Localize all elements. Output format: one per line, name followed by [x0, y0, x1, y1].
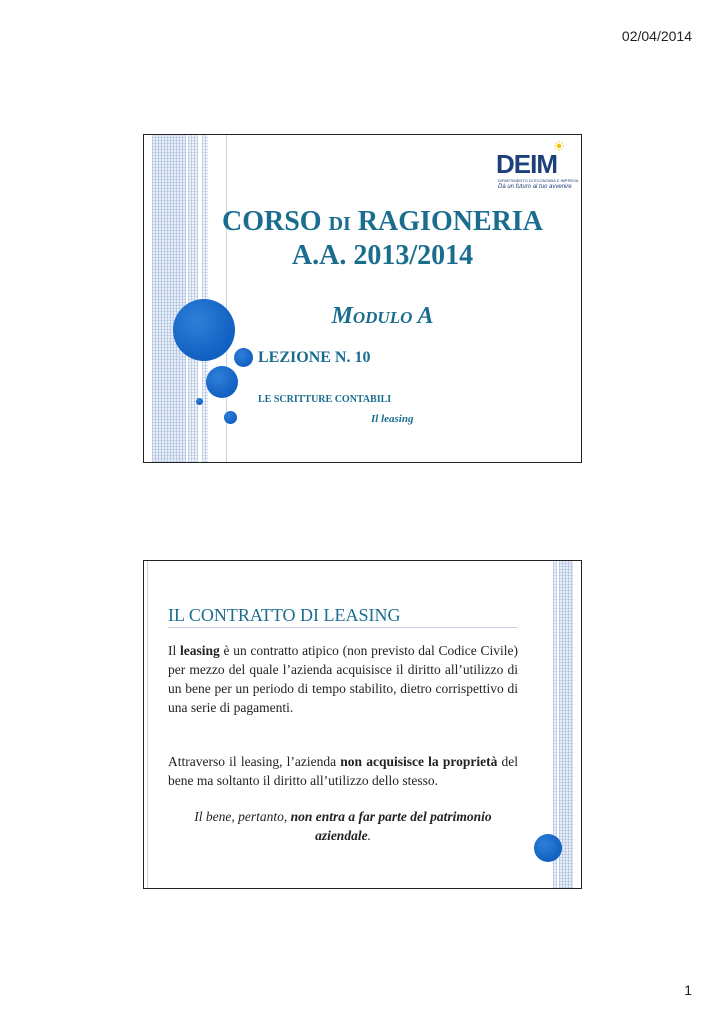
decorative-circle — [534, 834, 562, 862]
page-date: 02/04/2014 — [621, 28, 692, 44]
decorative-stripes — [188, 135, 198, 462]
academic-year: A.A. 2013/2014 — [291, 240, 474, 271]
decorative-stripes — [152, 135, 186, 462]
paragraph-conclusion: Il bene, pertanto, non entra a far parte del patrimonio aziendale. — [194, 809, 492, 843]
logo-tagline: Dà un futuro al tuo avvenire — [498, 184, 572, 190]
decorative-stripes — [559, 561, 573, 888]
logo-name: DEIM — [496, 149, 557, 179]
page-number: 1 — [684, 982, 692, 998]
lesson-number: LEZIONE N. 10 — [258, 349, 371, 366]
decorative-circle — [196, 398, 203, 405]
lesson-subtopic: Il leasing — [371, 413, 414, 425]
paragraph-ownership: Attraverso il leasing, l’azienda non acquisisce la proprietà del bene ma soltanto il diritto all’utilizzo dello stesso. — [168, 754, 518, 788]
slide-leasing-contract — [143, 560, 582, 889]
lesson-topic: LE SCRITTURE CONTABILI — [258, 394, 392, 405]
module-title: MODULO A — [331, 303, 434, 329]
decorative-circle — [206, 366, 238, 398]
decorative-line — [147, 561, 148, 888]
slide-heading: IL CONTRATTO DI LEASING — [168, 605, 401, 625]
slide-title — [143, 134, 582, 463]
course-title: CORSO DI RAGIONERIA — [222, 206, 543, 237]
decorative-circle — [224, 411, 237, 424]
divider — [168, 627, 518, 628]
paragraph-definition: Il leasing è un contratto atipico (non previsto dal Codice Civile) per mezzo del quale l’azienda acquisisce il diritto all’utilizzo di un bene per un periodo di tempo stabilito, dietro corrispettivo di una serie di pagamenti. — [168, 643, 518, 715]
decorative-circle — [234, 348, 253, 367]
logo-subtitle: DIPARTIMENTO DI ECONOMIA E IMPRESA — [498, 178, 579, 183]
deim-logo — [496, 141, 579, 195]
